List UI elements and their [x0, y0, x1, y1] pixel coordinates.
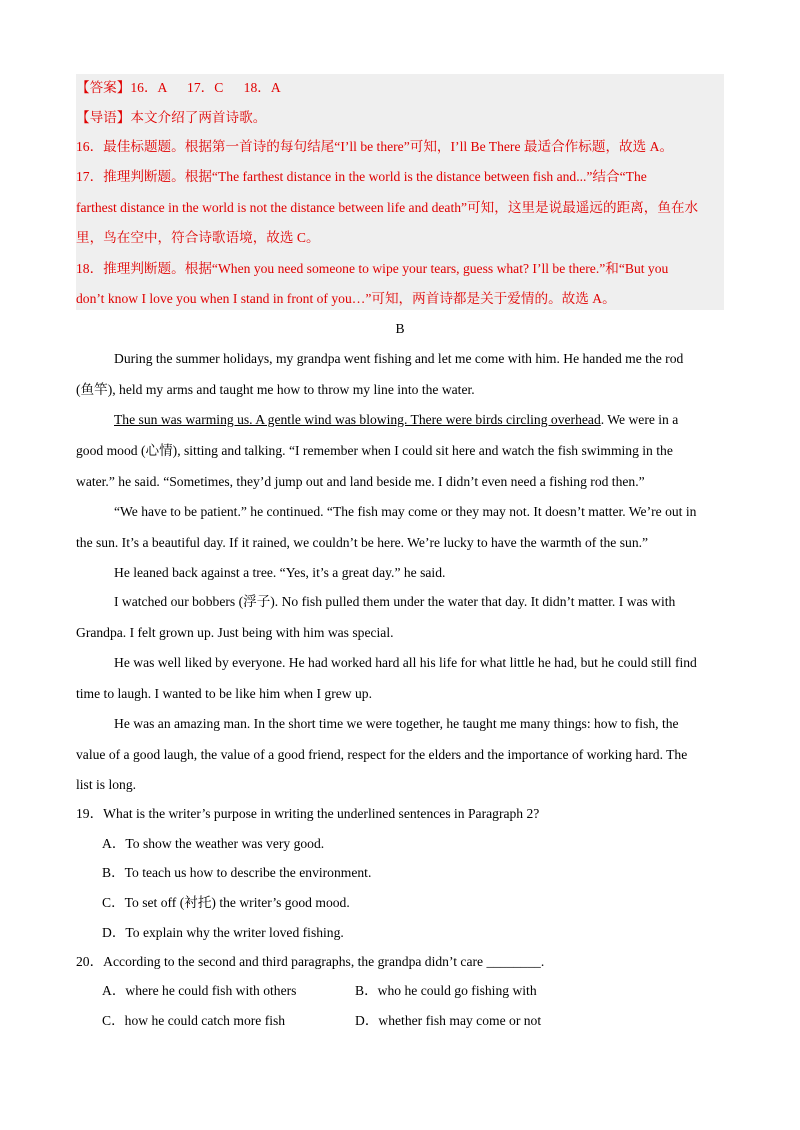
question-19-option-b[interactable]: B．To teach us how to describe the environment.	[102, 865, 372, 880]
guide-label: 【导语】	[76, 110, 131, 125]
paragraph-7-line-1: He was an amazing man. In the short time we were together, he taught me many things: how to fish, the	[114, 716, 679, 731]
paragraph-5-line-2: Grandpa. I felt grown up. Just being with him was special.	[76, 625, 394, 640]
question-20-option-d[interactable]: D．whether fish may come or not	[355, 1013, 542, 1028]
underlined-sentences: The sun was warming us. A gentle wind was blowing. There were birds circling overhead	[114, 412, 601, 427]
paragraph-5-line-1: I watched our bobbers (浮子). No fish pulled them under the water that day. It didn’t matter. I was with	[114, 594, 676, 609]
paragraph-1-line-1: During the summer holidays, my grandpa went fishing and let me come with him. He handed me the rod	[114, 351, 684, 366]
question-19-option-d[interactable]: D．To explain why the writer loved fishing.	[102, 925, 344, 940]
paragraph-1-line-2: (鱼竿), held my arms and taught me how to throw my line into the water.	[76, 382, 475, 397]
explanation-17-line-2: farthest distance in the world is not the distance between life and death”可知，这里是说最遥远的距离，鱼在水	[76, 200, 699, 215]
question-19-option-a[interactable]: A．To show the weather was very good.	[102, 836, 325, 851]
question-19: 19．What is the writer’s purpose in writing the underlined sentences in Paragraph 2?	[76, 806, 540, 821]
guide-line	[76, 110, 266, 126]
paragraph-3-line-2: the sun. It’s a beautiful day. If it rained, we couldn’t be here. We’re lucky to have the warmth of the sun.”	[76, 535, 649, 550]
paragraph-2-line-1	[114, 412, 678, 428]
answer-line	[76, 80, 281, 96]
paragraph-3-line-1: “We have to be patient.” he continued. “The fish may come or they may not. It doesn’t matter. We’re out in	[114, 504, 697, 519]
question-20-option-c[interactable]: C．how he could catch more fish	[102, 1013, 286, 1028]
question-20: 20．According to the second and third paragraphs, the grandpa didn’t care ________.	[76, 954, 545, 969]
question-20-option-a[interactable]: A．where he could fish with others	[102, 983, 297, 998]
explanation-16: 16．最佳标题题。根据第一首诗的每句结尾“I’ll be there”可知，I’ll Be There 最适合作标题，故选 A。	[76, 139, 674, 154]
guide-text: 本文介绍了两首诗歌。	[130, 110, 267, 125]
answer-label: 【答案】	[76, 80, 131, 95]
paragraph-2-line-3: water.” he said. “Sometimes, they’d jump out and land beside me. I didn’t even need a fishing rod then.”	[76, 474, 645, 489]
question-20-option-b[interactable]: B．who he could go fishing with	[355, 983, 537, 998]
explanation-17-line-3: 里，鸟在空中，符合诗歌语境，故选 C。	[76, 230, 320, 245]
section-label: B	[395, 321, 405, 336]
answer-text: 16．A 17．C 18．A	[130, 80, 281, 95]
explanation-17-line-1: 17．推理判断题。根据“The farthest distance in the world is the distance between fish and...”结合“The	[76, 169, 647, 184]
paragraph-6-line-2: time to laugh. I wanted to be like him when I grew up.	[76, 686, 372, 701]
question-19-option-c[interactable]: C．To set off (衬托) the writer’s good mood.	[102, 895, 350, 910]
paragraph-4-line-1: He leaned back against a tree. “Yes, it’s a great day.” he said.	[114, 565, 446, 580]
paragraph-7-line-2: value of a good laugh, the value of a good friend, respect for the elders and the importance of working hard. The	[76, 747, 688, 762]
paragraph-7-line-3: list is long.	[76, 777, 137, 792]
paragraph-6-line-1: He was well liked by everyone. He had worked hard all his life for what little he had, but he could still find	[114, 655, 697, 670]
explanation-18-line-1: 18．推理判断题。根据“When you need someone to wipe your tears, guess what? I’ll be there.”和“But you	[76, 261, 669, 276]
paragraph-2-rest: . We were in a	[600, 412, 679, 427]
paragraph-2-line-2: good mood (心情), sitting and talking. “I remember when I could sit here and watch the fish swimming in the	[76, 443, 673, 458]
explanation-18-line-2: don’t know I love you when I stand in front of you…”可知，两首诗都是关于爱情的。故选 A。	[76, 291, 616, 306]
